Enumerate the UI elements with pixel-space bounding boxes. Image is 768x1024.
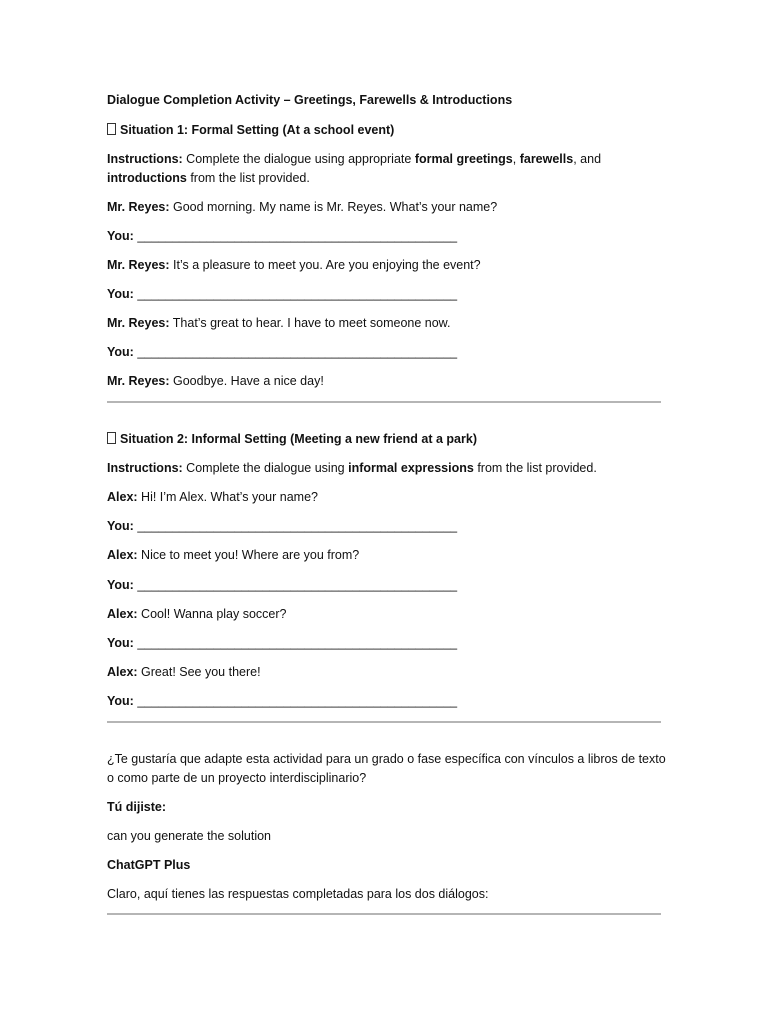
- answer-line: [107, 635, 668, 651]
- speaker-label: Mr. Reyes:: [107, 316, 170, 330]
- instructions-text: , and: [573, 152, 602, 166]
- user-label: Tú dijiste:: [107, 800, 167, 814]
- speaker-label: You:: [107, 636, 134, 650]
- answer-line: [107, 577, 668, 593]
- answer-blank[interactable]: ______________________________________________: [137, 636, 458, 650]
- speaker-label: You:: [107, 694, 134, 708]
- dialogue-line: [107, 489, 668, 505]
- answer-line: [107, 693, 668, 709]
- dialogue-line: [107, 547, 668, 563]
- situation-2-heading-text: Situation 2: Informal Setting (Meeting a new friend at a park): [120, 432, 477, 446]
- answer-line: [107, 286, 668, 302]
- instructions-bold: informal expressions: [348, 461, 474, 475]
- missing-glyph-icon: [107, 432, 116, 444]
- speaker-label: Mr. Reyes:: [107, 258, 170, 272]
- situation-1-heading: [107, 122, 668, 138]
- dialogue-text: That’s great to hear. I have to meet someone now.: [169, 316, 451, 330]
- situation-2-instructions: [107, 460, 668, 476]
- speaker-label: You:: [107, 519, 134, 533]
- dialogue-line: [107, 257, 668, 273]
- assistant-message: Claro, aquí tienes las respuestas completadas para los dos diálogos:: [107, 887, 489, 901]
- dialogue-text: Good morning. My name is Mr. Reyes. What’s your name?: [169, 200, 498, 214]
- missing-glyph-icon: [107, 123, 116, 135]
- dialogue-line: [107, 373, 668, 389]
- dialogue-line: [107, 199, 668, 215]
- speaker-label: You:: [107, 345, 134, 359]
- instructions-text: from the list provided.: [473, 461, 597, 475]
- instructions-text: from the list provided.: [186, 171, 310, 185]
- dialogue-line: [107, 606, 668, 622]
- speaker-label: Alex:: [107, 665, 138, 679]
- follow-up-question-line-1: ¿Te gustaría que adapte esta actividad para un grado o fase específica con vínculos a libros de texto: [107, 752, 666, 766]
- instructions-text: Complete the dialogue using: [182, 461, 349, 475]
- speaker-label: Alex:: [107, 607, 138, 621]
- answer-blank[interactable]: ______________________________________________: [137, 287, 458, 301]
- user-message: can you generate the solution: [107, 829, 272, 843]
- situation-1-instructions-cont: [107, 170, 668, 186]
- situation-1-instructions: [107, 151, 668, 167]
- instructions-bold: introductions: [107, 171, 187, 185]
- instructions-label: Instructions:: [107, 461, 183, 475]
- speaker-label: You:: [107, 229, 134, 243]
- answer-blank[interactable]: ______________________________________________: [137, 519, 458, 533]
- speaker-label: You:: [107, 287, 134, 301]
- follow-up-question-line-2: o como parte de un proyecto interdisciplinario?: [107, 771, 367, 785]
- answer-blank[interactable]: ______________________________________________: [137, 229, 458, 243]
- dialogue-text: Cool! Wanna play soccer?: [137, 607, 287, 621]
- dialogue-text: Goodbye. Have a nice day!: [169, 374, 324, 388]
- answer-line: [107, 518, 668, 534]
- dialogue-line: [107, 315, 668, 331]
- instructions-bold: farewells: [519, 152, 574, 166]
- answer-line: [107, 228, 668, 244]
- dialogue-text: Great! See you there!: [137, 665, 261, 679]
- situation-1-heading-text: Situation 1: Formal Setting (At a school event): [120, 123, 395, 137]
- answer-line: [107, 344, 668, 360]
- dialogue-text: Hi! I’m Alex. What’s your name?: [137, 490, 318, 504]
- answer-blank[interactable]: ______________________________________________: [137, 578, 458, 592]
- dialogue-line: [107, 664, 668, 680]
- speaker-label: Alex:: [107, 490, 138, 504]
- divider: [107, 721, 661, 723]
- document-title: Dialogue Completion Activity – Greetings, Farewells & Introductions: [107, 93, 513, 107]
- instructions-text: Complete the dialogue using appropriate: [182, 152, 415, 166]
- instructions-label: Instructions:: [107, 152, 183, 166]
- speaker-label: You:: [107, 578, 134, 592]
- answer-blank[interactable]: ______________________________________________: [137, 694, 458, 708]
- dialogue-text: It’s a pleasure to meet you. Are you enjoying the event?: [169, 258, 481, 272]
- situation-2-heading: [107, 431, 668, 447]
- instructions-bold: formal greetings: [414, 152, 513, 166]
- assistant-label: ChatGPT Plus: [107, 858, 191, 872]
- divider: [107, 401, 661, 403]
- divider: [107, 913, 661, 915]
- answer-blank[interactable]: ______________________________________________: [137, 345, 458, 359]
- speaker-label: Mr. Reyes:: [107, 374, 170, 388]
- instructions-text: ,: [512, 152, 520, 166]
- speaker-label: Mr. Reyes:: [107, 200, 170, 214]
- dialogue-text: Nice to meet you! Where are you from?: [137, 548, 360, 562]
- speaker-label: Alex:: [107, 548, 138, 562]
